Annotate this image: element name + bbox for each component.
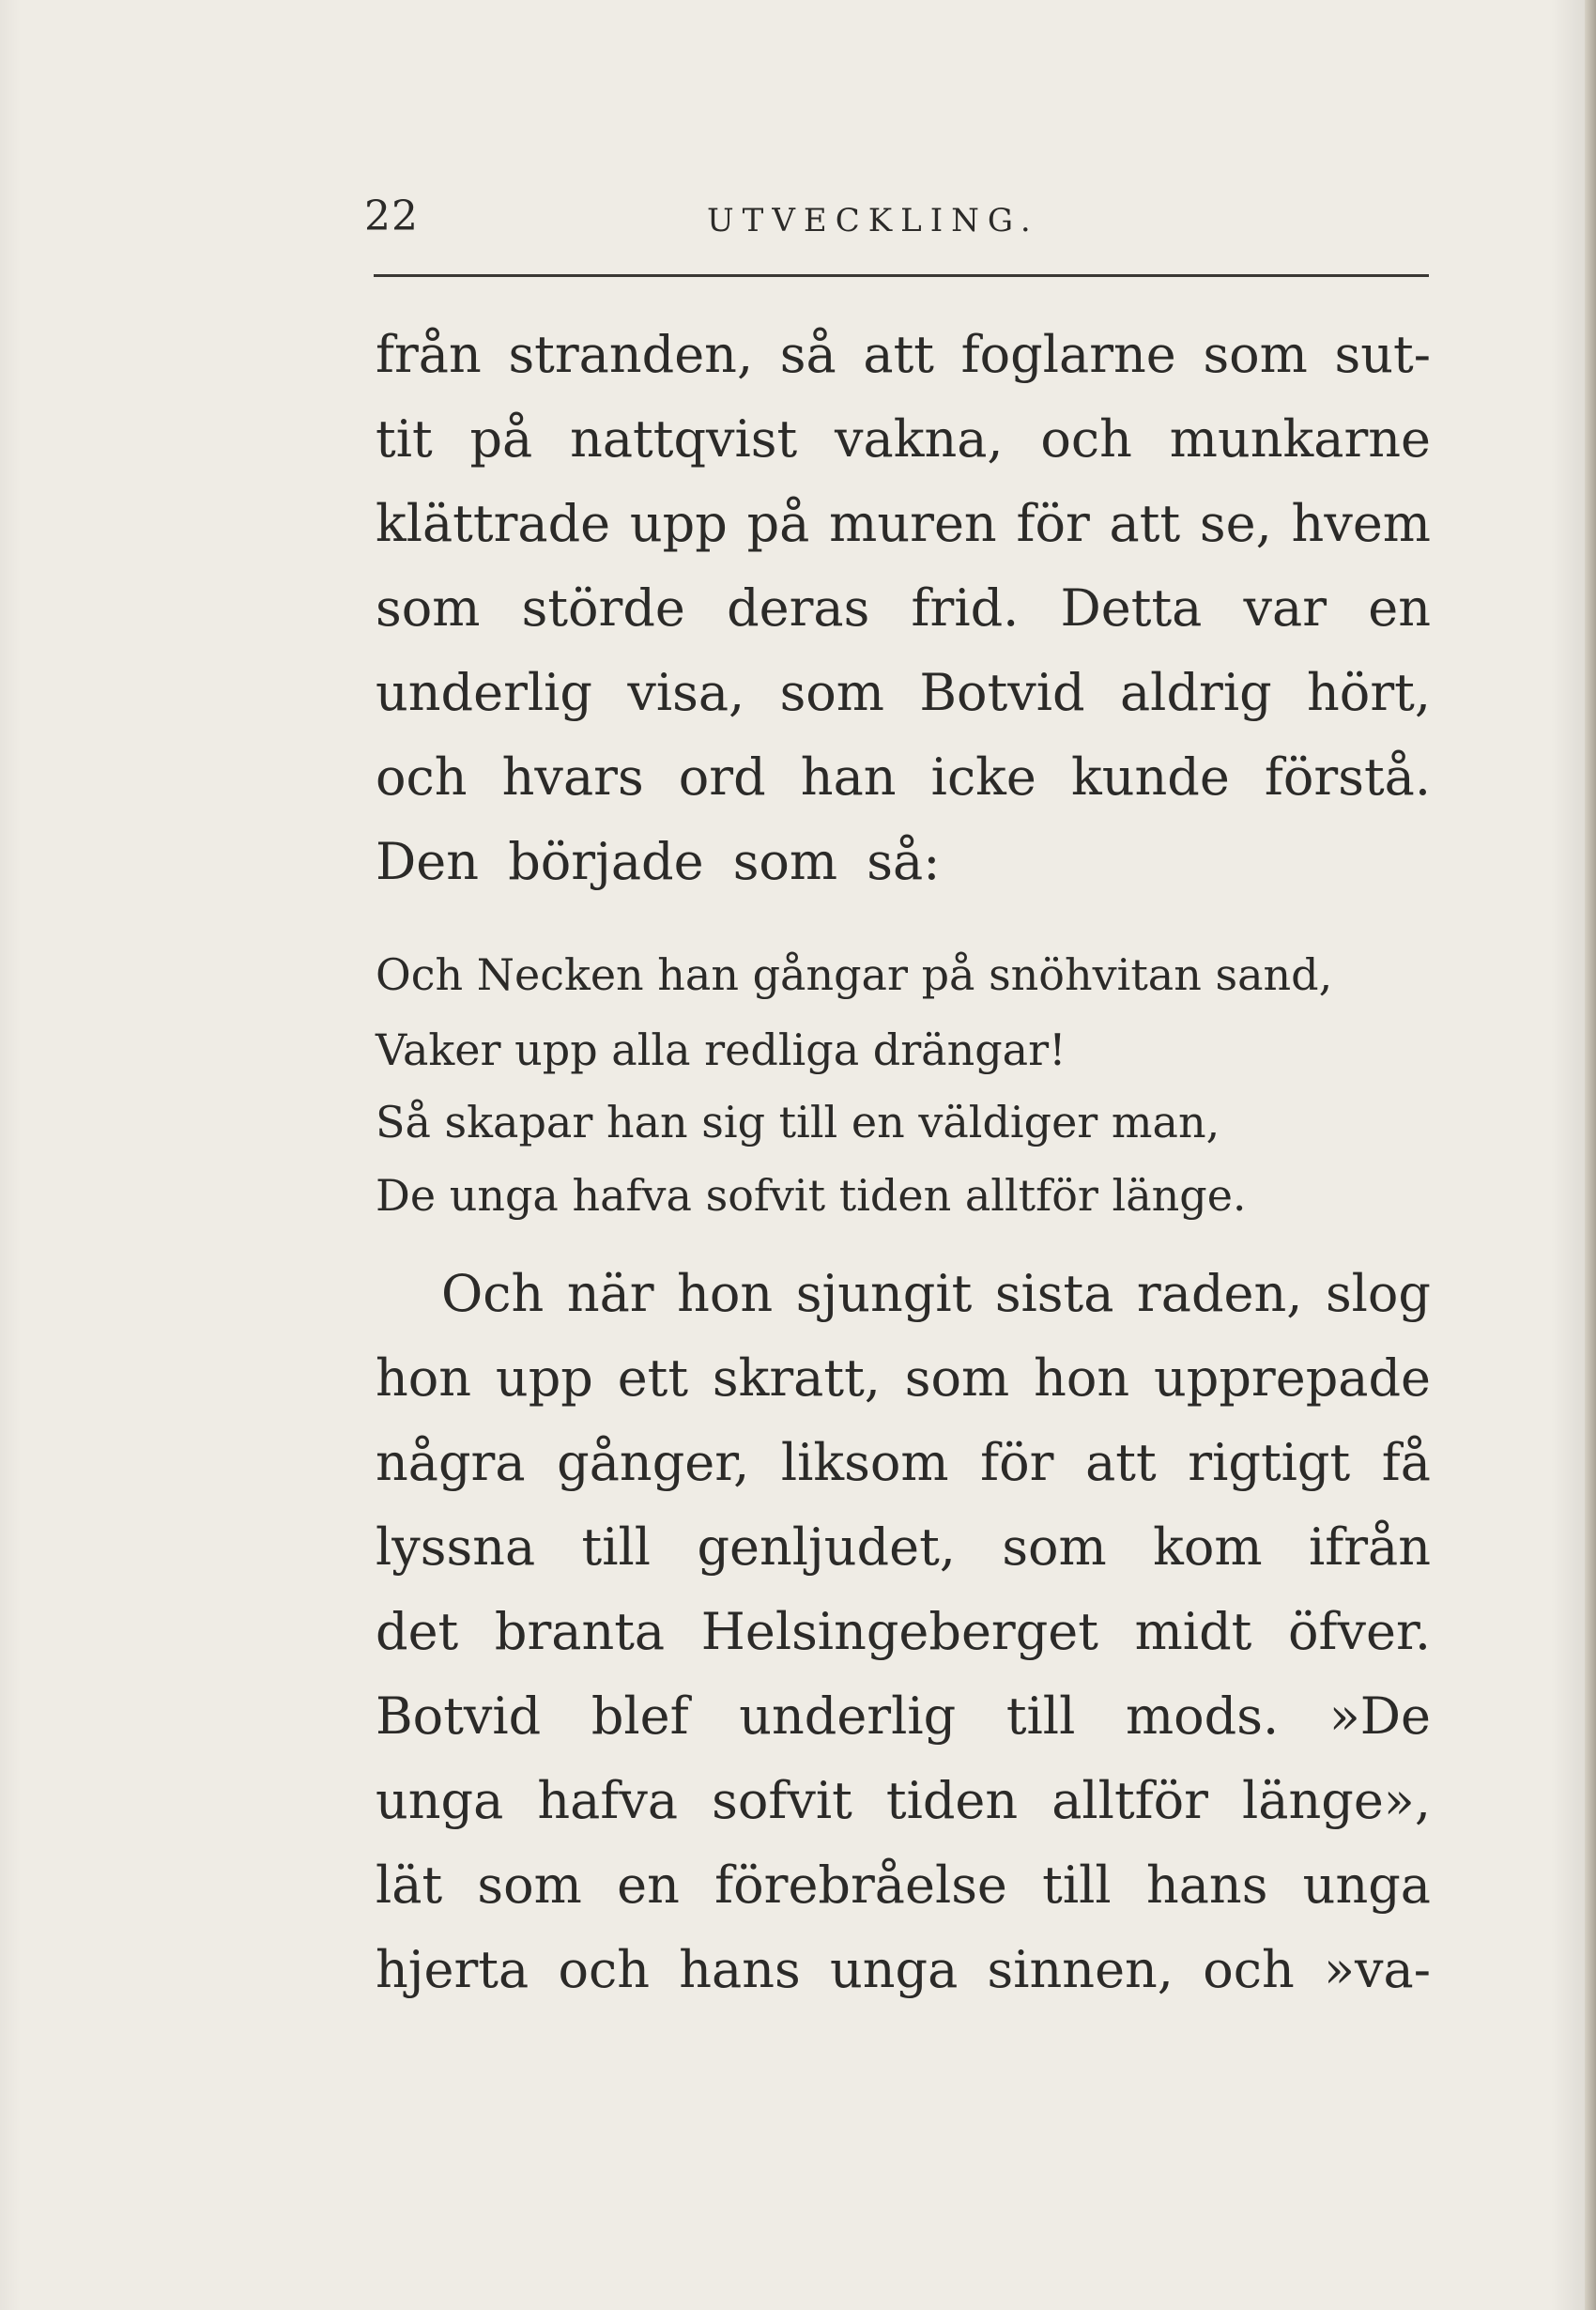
text-line: det branta Helsingeberget midt öfver. [376,1602,1431,1661]
text-line: några gånger, liksom för att rigtigt få [376,1433,1431,1492]
running-title: UTVECKLING. [707,202,1039,239]
verse-line: De unga hafva sofvit tiden alltför länge. [376,1170,1247,1221]
text-line: hon upp ett skratt, som hon upprepade [376,1348,1431,1408]
text-line: från stranden, så att foglarne som sut- [376,325,1431,384]
header-rule [374,274,1429,277]
verse-line: Och Necken han gångar på snöhvitan sand, [376,949,1333,1000]
text-line: Och när hon sjungit sista raden, slog [441,1264,1431,1323]
text-line: Den började som så: [376,832,941,891]
page-header [364,192,1431,268]
text-line: Botvid blef underlig till mods. »De [376,1686,1431,1746]
text-line: hjerta och hans unga sinnen, och »va- [376,1940,1431,1999]
page-number: 22 [364,192,419,240]
verse-line: Så skapar han sig till en väldiger man, [376,1097,1220,1147]
text-line: lät som en förebråelse till hans unga [376,1856,1431,1915]
text-line: unga hafva sofvit tiden alltför länge», [376,1771,1431,1830]
verse-line: Vaker upp alla redliga drängar! [376,1024,1067,1075]
text-line: klättrade upp på muren för att se, hvem [376,494,1431,553]
page-edge [1585,0,1596,2310]
text-line: lyssna till genljudet, som kom ifrån [376,1517,1431,1577]
text-line: som störde deras frid. Detta var en [376,578,1431,638]
text-line: och hvars ord han icke kunde förstå. [376,747,1431,807]
text-line: tit på nattqvist vakna, och munkarne [376,409,1431,469]
text-line: underlig visa, som Botvid aldrig hört, [376,663,1431,722]
